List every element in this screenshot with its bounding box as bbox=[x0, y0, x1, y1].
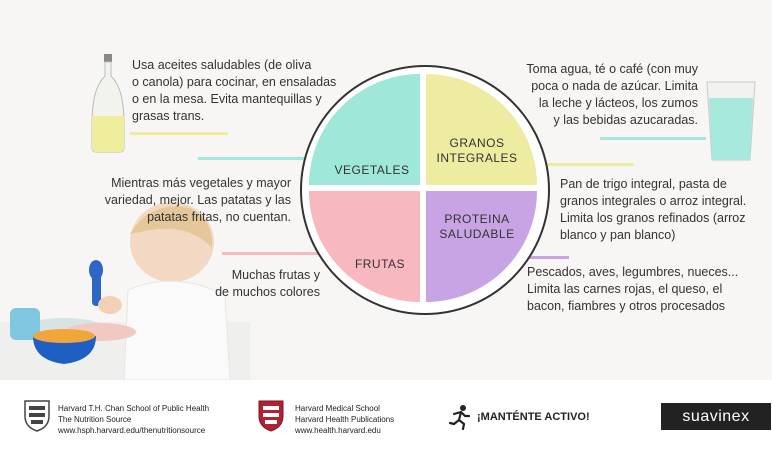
plate-label-vegetables: VEGETALES bbox=[334, 163, 410, 177]
harvard-medical-shield-icon bbox=[258, 400, 284, 432]
hsph-credit: Harvard T.H. Chan School of Public Health The Nutrition Source www.hsph.harvard.edu/thenutritionsource bbox=[58, 403, 248, 436]
vegetables-text: Mientras más vegetales y mayor variedad, mejor. Las patatas y las patatas fritas, no cuentan. bbox=[104, 176, 291, 224]
protein-text: Pescados, aves, legumbres, nueces... Limita las carnes rojas, el queso, el bacon, fiambres y otros procesados bbox=[527, 265, 739, 313]
water-glass-icon bbox=[705, 80, 757, 164]
oil-bottle-icon bbox=[88, 54, 128, 154]
plate-label-fruits: FRUTAS bbox=[354, 257, 406, 271]
water-text: Toma agua, té o café (con muy poca o nada de azúcar. Limita la leche y lácteos, los zumos y las bebidas azucaradas. bbox=[526, 62, 698, 127]
hsph-link[interactable]: www.hsph.harvard.edu/thenutritionsource bbox=[58, 426, 206, 435]
brand-logo: suavinex bbox=[661, 403, 771, 430]
plate-section-fruits bbox=[309, 191, 420, 302]
harvard-shield-icon bbox=[24, 400, 50, 432]
oils-text: Usa aceites saludables (de oliva o canola) para cocinar, en ensaladas o en la mesa. Evita mantequillas y grasas trans. bbox=[132, 58, 337, 123]
hms-link[interactable]: www.health.harvard.edu bbox=[295, 426, 381, 435]
plate-section-protein bbox=[426, 191, 537, 302]
plate-label-protein: PROTEINA SALUDABLE bbox=[439, 212, 515, 241]
hms-credit: Harvard Medical School Harvard Health Publications www.health.harvard.edu bbox=[295, 403, 445, 436]
grains-text: Pan de trigo integral, pasta de granos integrales o arroz integral. Limita los granos refinados (arroz blanco y pan blanco) bbox=[560, 177, 747, 242]
plate-label-grains: GRANOS INTEGRALES bbox=[436, 136, 518, 165]
running-person-icon bbox=[448, 404, 472, 430]
stay-active-label: ¡MANTÉNTE ACTIVO! bbox=[477, 411, 590, 423]
water-line bbox=[600, 137, 706, 140]
oil-line bbox=[130, 132, 228, 135]
fruits-text: Muchas frutas y de muchos colores bbox=[215, 268, 320, 299]
